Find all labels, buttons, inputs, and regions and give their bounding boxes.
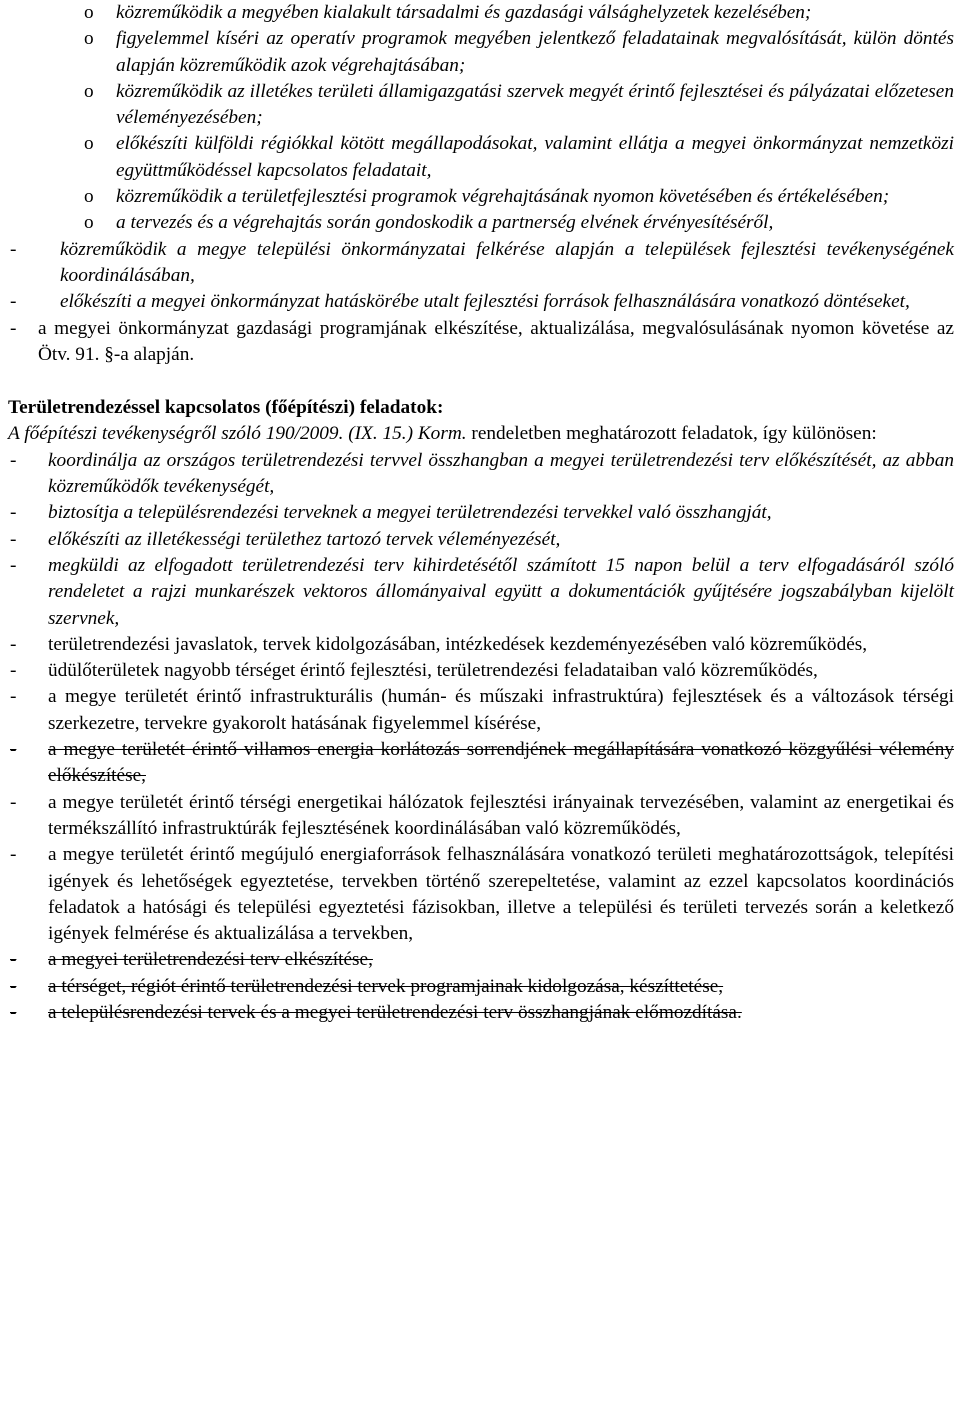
dash-list-1 — [8, 237, 954, 368]
list-item-text: területrendezési javaslatok, tervek kidolgozásában, intézkedések kezdeményezésében való közreműködés, — [48, 633, 868, 655]
list-item — [8, 237, 954, 290]
list-item-text: üdülőterületek nagyobb térséget érintő fejlesztési, területrendezési feladataiban való közreműködés, — [48, 660, 818, 682]
list-item-text: megküldi az elfogadott területrendezési terv kihirdetésétől számított 15 napon belül a terv elfogadásáról szóló rendeletet a rajzi munkarészek vektoros állományaival együtt a dokumentációk gyűjtésére jogszabályban kijelölt szervnek, — [48, 554, 954, 629]
list-dash: - — [10, 739, 17, 761]
list-item-text: a megye területét érintő villamos energia korlátozás sorrendjének megállapítására vonatkozó közgyűlési vélemény előkészítése, — [48, 739, 954, 787]
dash-list-2 — [8, 448, 954, 1027]
list-item-struck — [8, 1000, 954, 1026]
list-dash: - — [10, 660, 17, 682]
list-dash: - — [10, 502, 17, 524]
list-item — [8, 316, 954, 369]
list-dash: - — [10, 317, 17, 339]
list-item — [8, 553, 954, 632]
list-item — [8, 448, 954, 501]
list-item-text: közreműködik a területfejlesztési programok végrehajtásának nyomon követésében és értékelésében; — [116, 186, 890, 208]
list-item — [8, 26, 954, 79]
list-item-text: a térséget, régiót érintő területrendezési tervek programjainak kidolgozása, készíttetése, — [48, 975, 724, 997]
list-item — [8, 790, 954, 843]
list-item — [8, 684, 954, 737]
list-item-text: előkészíti a megyei önkormányzat hatáskörébe utalt fejlesztési források felhasználására vonatkozó döntéseket, — [60, 291, 910, 313]
list-dash: - — [10, 633, 17, 655]
list-item — [8, 632, 954, 658]
list-item — [8, 184, 954, 210]
list-item-text: a megyei önkormányzat gazdasági programjának elkészítése, aktualizálása, megvalósulásának nyomon követése az Ötv. 91. §-a alapján. — [38, 317, 954, 365]
list-item — [8, 658, 954, 684]
list-item-text: a megye területét érintő megújuló energiaforrások felhasználására vonatkozó területi meghatározottságok, telepítési igények és lehetőségek egyeztetése, tervekben történő szerepeltetése, valamint az ezzel kapcsolatos koordinációs feladatok a hatósági és települési egyeztetési fázisokban, illetve a települési és területi tervezés során a keletkező igények felmérése és aktualizálása a tervekben, — [48, 844, 954, 945]
list-dash: - — [10, 686, 17, 708]
list-item-text: közreműködik a megyében kialakult társadalmi és gazdasági válsághelyzetek kezelésében; — [116, 2, 812, 23]
list-item-text: a megyei területrendezési terv elkészítése, — [48, 949, 373, 971]
list-item — [8, 210, 954, 236]
list-item — [8, 79, 954, 132]
section-heading: Területrendezéssel kapcsolatos (főépítészi) feladatok: — [8, 397, 444, 419]
list-item-text: a településrendezési tervek és a megyei területrendezési terv összhangjának előmozdítása. — [48, 1001, 742, 1023]
list-item-struck — [8, 737, 954, 790]
list-item — [8, 500, 954, 526]
list-bullet: o — [84, 2, 94, 23]
list-dash: - — [10, 528, 17, 550]
list-dash: - — [10, 554, 17, 576]
list-dash: - — [10, 238, 17, 260]
list-item — [8, 842, 954, 947]
intro-rest: rendeletben meghatározott feladatok, így különösen: — [466, 423, 877, 445]
list-item-text: közreműködik a megye települési önkormányzatai felkérése alapján a települések fejlesztési tevékenységének koordinálásában, — [60, 238, 954, 286]
intro-italic: A főépítészi tevékenységről szóló 190/2009. (IX. 15.) Korm. — [8, 423, 467, 445]
list-item-text: biztosítja a településrendezési terveknek a megyei területrendezési tervekkel való összhangját, — [48, 502, 772, 524]
list-dash: - — [10, 975, 17, 997]
list-bullet: o — [84, 80, 94, 102]
list-item — [8, 289, 954, 315]
list-item-struck — [8, 974, 954, 1000]
list-item-text: közreműködik az illetékes területi államigazgatási szervek megyét érintő fejlesztései és pályázatai előzetesen véleményezésében; — [116, 80, 954, 129]
list-dash: - — [10, 449, 17, 471]
list-item-text: koordinálja az országos területrendezési tervvel összhangban a megyei területrendezési terv előkészítését, az abban közreműködők tevékenységét, — [48, 449, 954, 498]
list-item-text: a megye területét érintő infrastrukturális (humán- és műszaki infrastruktúra) fejlesztések és a változások térségi szerkezetre, tervekre gyakorolt hatásának figyelemmel kísérése, — [48, 686, 954, 734]
spacer — [8, 368, 954, 394]
sub-list — [8, 0, 954, 237]
section-intro — [8, 421, 954, 447]
list-bullet: o — [84, 133, 94, 155]
list-item-text: előkészíti az illetékességi területhez tartozó tervek véleményezését, — [48, 528, 561, 550]
list-dash: - — [10, 844, 17, 866]
list-bullet: o — [84, 28, 94, 50]
list-bullet: o — [84, 212, 94, 234]
list-item — [8, 527, 954, 553]
list-item-text: a tervezés és a végrehajtás során gondoskodik a partnerség elvének érvényesítéséről, — [116, 212, 774, 234]
list-dash: - — [10, 949, 17, 971]
list-dash: - — [10, 1001, 17, 1023]
list-item-struck — [8, 947, 954, 973]
list-item-text: figyelemmel kíséri az operatív programok megyében jelentkező feladatainak megvalósítását, külön döntés alapján közreműködik azok végrehajtásában; — [116, 28, 954, 76]
list-item-text: előkészíti külföldi régiókkal kötött megállapodásokat, valamint ellátja a megyei önkormányzat nemzetközi együttműködéssel kapcsolatos feladatait, — [116, 133, 954, 181]
list-bullet: o — [84, 186, 94, 208]
list-item — [8, 0, 954, 26]
list-item — [8, 131, 954, 184]
list-dash: - — [10, 791, 17, 813]
list-dash: - — [10, 291, 17, 313]
list-item-text: a megye területét érintő térségi energetikai hálózatok fejlesztési irányainak tervezésében, valamint az energetikai és termékszállító infrastruktúrák fejlesztésének koordinálásában való közreműködés, — [48, 791, 954, 839]
